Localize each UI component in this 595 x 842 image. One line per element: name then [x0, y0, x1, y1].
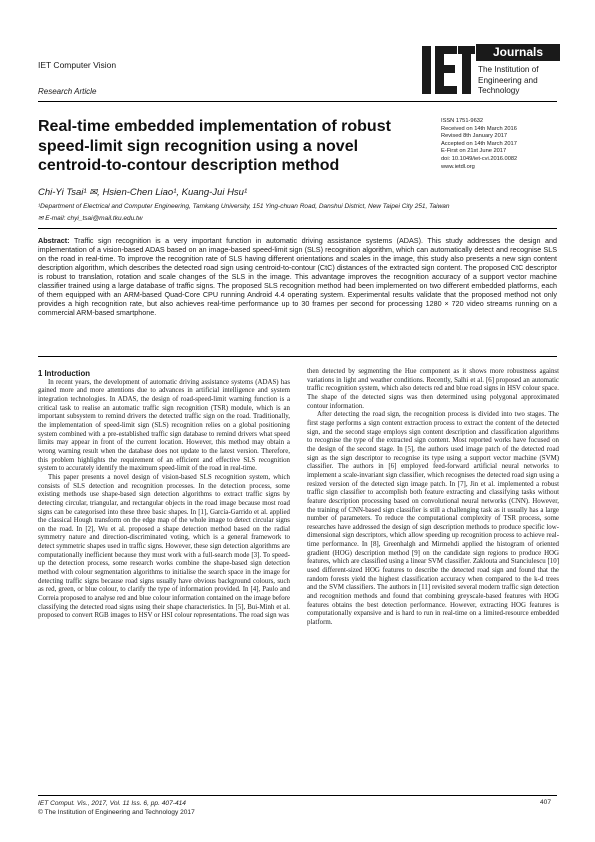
abstract-bottom-rule — [38, 356, 557, 357]
page-number: 407 — [540, 799, 552, 806]
article-metadata — [441, 118, 581, 171]
issn: ISSN 1751-9632 — [441, 118, 484, 124]
footer-left — [38, 799, 195, 817]
received-date: Received on 14th March 2016 — [441, 125, 517, 132]
paragraph: In recent years, the development of automatic driving assistance systems (ADAS) has gained more and more attentions due to advances in artificial intelligence and system integration technologies. In ADAS, the design of road-speed-limit warning function is a critical task to realise an automatic traffic sign recognition (TSR) module, which is an important subsystem to remind drivers the detected traffic sign on the road. Traditionally, the implementation of speed-limit sign (SLS) recognition relies on a global positioning system combined with a pre-established traffic sign database to remind drivers what speed limits may appear in front of the current location. However, this method may obtain a wrong warning result when the database does not update to the latest version. Therefore, this problem highlights the requirement of an efficient and effective SLS recognition system to accurately identify the maximum speed-limit of the road in real-time. — [38, 378, 290, 473]
left-column — [38, 370, 290, 621]
footer-citation: IET Comput. Vis., 2017, Vol. 11 Iss. 6, pp. 407-414 — [38, 800, 186, 807]
abstract — [38, 236, 557, 317]
journal-name: IET Computer Vision — [38, 60, 117, 70]
paragraph: After detecting the road sign, the recognition process is divided into two stages. The first stage performs a sign content extraction process to extract the content of the detected sign, and the second stage employs sign content description and classification algorithms to recognise the type of the extracted sign content. Most reported works have focused on the design of the second stage. In [5], the authors used image patch of the detected road sign as the sign descriptor to recognise its type using a support vector machine (SVM) classifier. The authors in [6] employed feed-forward artificial neural networks to implement a scale-invariant sign classifier, which recognises the detected road sign using a resized version of the detected sign image patch. In [7], Jin et al. implemented a robust traffic sign classifier to accomplish both feature extracting and classifying tasks without feature description processing based on convolutional neural networks (CNN). However, the training of CNN-based sign classifier is still a challenging task as it usually has a large number of parameters. To reduce the computational complexity of TSR process, some researches have addressed the design of sign description methods to produce specific low-dimensional sign descriptors, which allow speeding up recognition process to achieve real-time performance. In [8], Greenhalgh and Mirmehdi applied the histogram of oriented gradient (HOG) description method [9] on the candidate sign regions to produce HOG features, which are classified using a linear SVM classifier. Zaklouta and Stanciulescu [10] used different-sized HOG features to describe the detected road sign and found that the random forests yield the highest classification accuracy when compared to the k-d trees and the SVM classifiers. The authors in [11] revisited several modern traffic sign detection and recognition methods and found that combining greyscale-based features with HOG features obtains the best detection performance. However, extracting HOG features is computationally expansive and is hard to run in real-time on a limited-resource embedded platform. — [307, 411, 559, 627]
iet-logo-icon — [420, 44, 476, 96]
article-title: Real-time embedded implementation of robust speed-limit sign recognition using a novel centroid-to-contour description method — [38, 118, 391, 174]
abstract-label: Abstract: — [38, 236, 70, 245]
paragraph: then detected by segmenting the Hue component as it shows more robustness against variations in light and weather conditions. Recently, Salhi et al. [6] proposed an automatic traffic recognition system, which also detects red and blue road signs in HSV colour space. The shape of the detected signs was then determined using polygonal approximated contour information. — [307, 368, 559, 410]
header-rule — [38, 101, 557, 102]
iet-journals-logo — [420, 44, 560, 96]
e-first-date: E-First on 21st June 2017 — [441, 148, 507, 155]
accepted-date: Accepted on 14th March 2017 — [441, 140, 517, 147]
paragraph: This paper presents a novel design of vision-based SLS recognition system, which consists of SLS detection and recognition processes. In the detection process, some existing methods use shape-based sign detection algorithms to extract traffic signs by detecting circular, triangular, and rectangular objects in the road image because most road signs can be categorised into these three basic shapes. In [1], García-Garrido et al. applied the classical Hough transform on the edge map of the whole image to detect circular signs on the road. In [2], Wu et al. proposed a shape detection method based on the radial symmetry nature and direction-discriminated voting, which is a general framework to detect symmetric shapes used in traffic signs. However, these sign detection algorithms are computationally inefficient because they must work with a full-search mode [3]. To speed-up the detection process, some research works combine the shape-based sign detection method with colour segmentation algorithms to initialise the search space in the image for detecting traffic signs because road signs usually have obvious background colours, such as red, green, or blue colour, to clarify the type of information provided. In [4], Paulo and Correia proposed to analyse red and blue colour information contained on the image before classifying the detected road signs using their shape characteristics. In [5], Bui-Minh et al. proposed to convert RGB images to HSV or HSI colour representations. The road sign was — [38, 473, 290, 620]
logo-journals-label: Journals — [476, 44, 560, 61]
abstract-text: Traffic sign recognition is a very important function in automatic driving assistance systems (ADAS). This study addresses the design and implementation of a vision-based ADAS based on an image-based speed-limit sign (SLS) recognition algorithm, which can automatically detect and recognise SLS on the road in real-time. To improve the recognition rate of SLS having different orientations and scales in the image, this study also presents a new sign content description algorithm, which describes the detected road sign using centroid-to-contour (CtC) distances of the extracted sign content. The proposed CtC descriptor is robust to translation, rotation and scale changes of the SLS in the image. This advantage improves the recognition accuracy of a support vector machine classifier trained using a large database of traffic signs. The proposed SLS recognition method had been implemented on two different embedded platforms, each of them equipped with an ARM-based Quad-Core CPU running Android 4.4 operating system. Experimental results validate that the proposed method not only provides a high recognition rate, but also achieves real-time performance up to 30 frames per second for processing 1280 × 720 video streams running on a commercial ARM-based smartphone. — [38, 236, 557, 318]
authors: Chi-Yi Tsai¹ ✉, Hsien-Chen Liao¹, Kuang-Jui Hsu¹ — [38, 187, 248, 198]
article-type: Research Article — [38, 87, 97, 96]
footer-copyright: © The Institution of Engineering and Technology 2017 — [38, 809, 195, 816]
logo-institution — [478, 65, 568, 97]
abstract-top-rule — [38, 228, 557, 229]
section-heading-introduction: 1 Introduction — [38, 369, 90, 378]
website[interactable]: www.ietdl.org — [441, 163, 475, 170]
logo-institution-line2: Engineering and Technology — [478, 75, 538, 95]
affiliation: ¹Department of Electrical and Computer Engineering, Tamkang University, 151 Ying-chuan Road, Danshui District, New Taipei City 251, Taiwan — [38, 203, 450, 210]
logo-institution-line1: The Institution of — [478, 65, 539, 74]
revised-date: Revised 8th January 2017 — [441, 133, 508, 140]
doi[interactable]: doi: 10.1049/iet-cvi.2016.0082 — [441, 155, 518, 162]
footer-rule — [38, 795, 557, 796]
right-column — [307, 368, 559, 628]
corresponding-email[interactable]: ✉ E-mail: chyi_tsai@mail.tku.edu.tw — [38, 215, 143, 222]
